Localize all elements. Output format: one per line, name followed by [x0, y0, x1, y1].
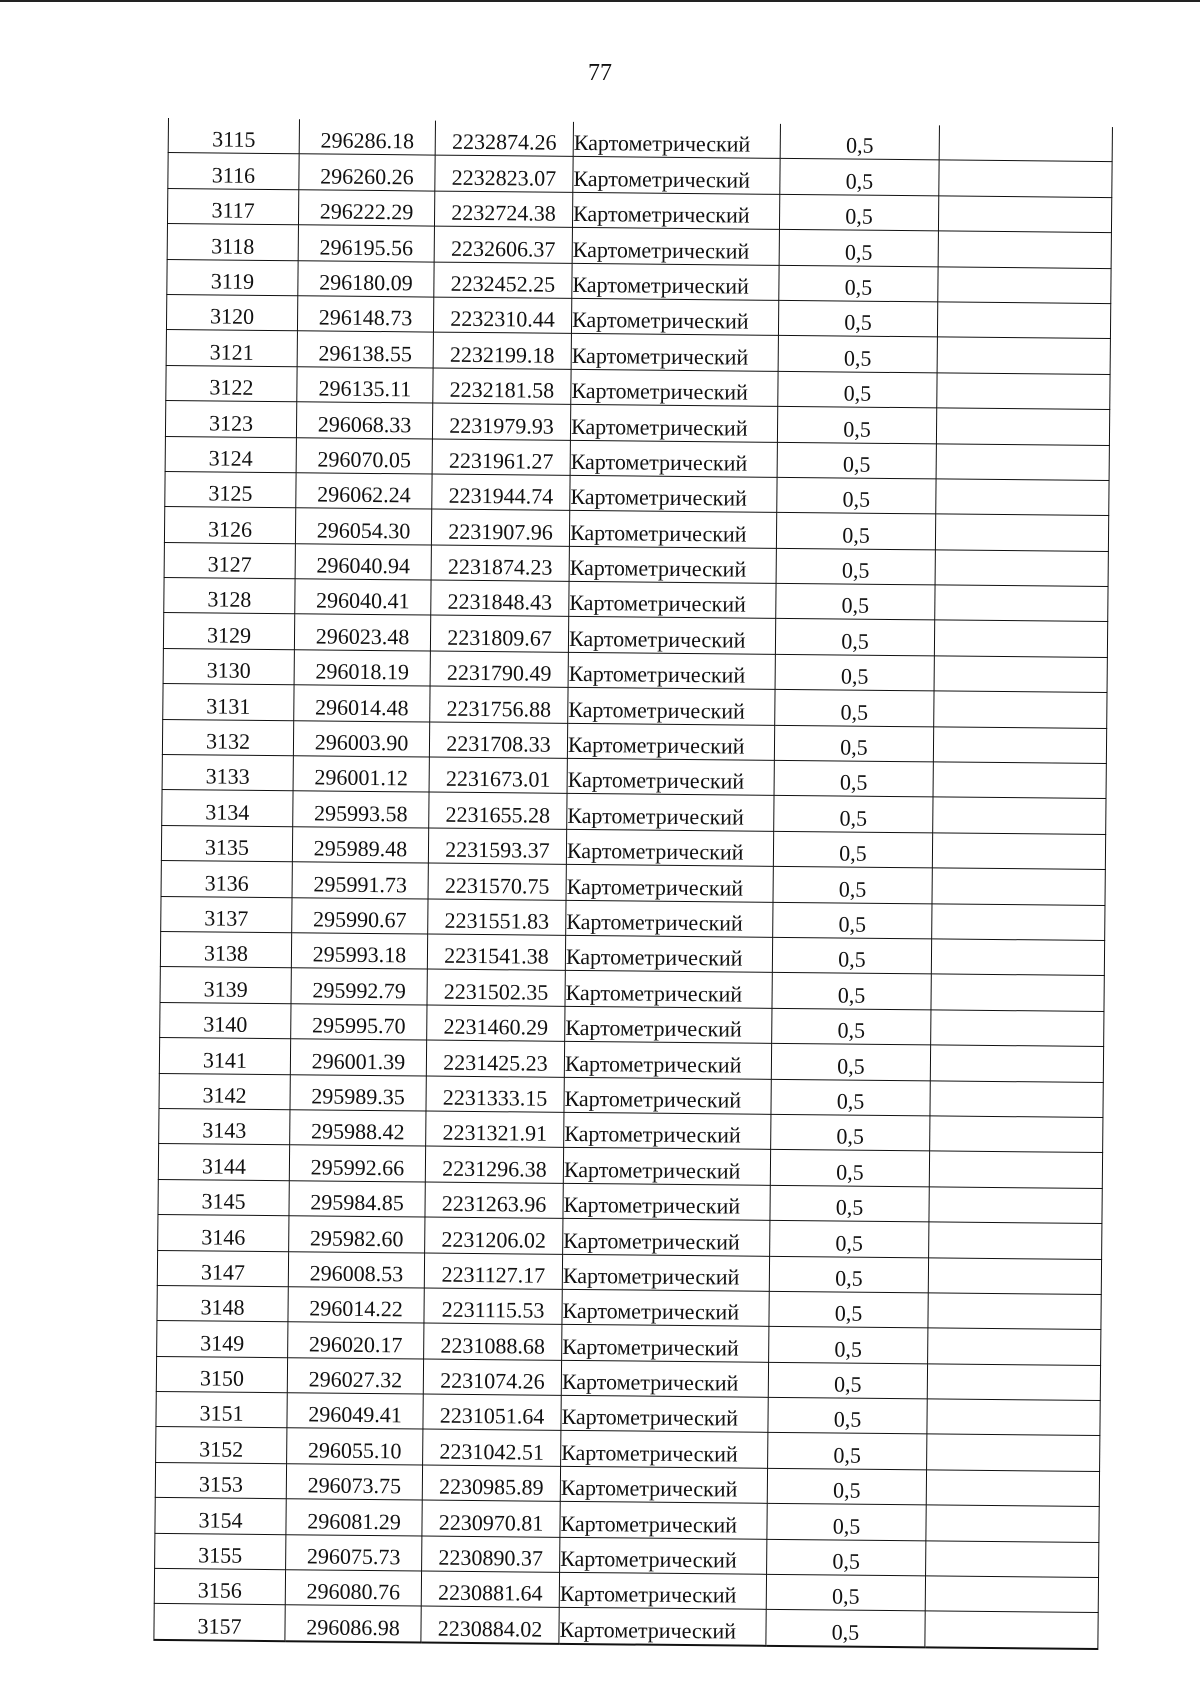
x-coordinate-cell: 295984.85	[289, 1180, 425, 1217]
notes-cell	[933, 727, 1106, 764]
accuracy-cell: 0,5	[767, 1468, 926, 1505]
accuracy-cell: 0,5	[772, 973, 931, 1010]
point-number-cell: 3127	[164, 542, 295, 579]
notes-cell	[929, 1222, 1102, 1259]
method-cell: Картометрический	[566, 900, 773, 937]
method-cell: Картометрический	[561, 1360, 768, 1397]
accuracy-cell: 0,5	[773, 831, 932, 868]
point-number-cell: 3147	[157, 1250, 288, 1287]
x-coordinate-cell: 296020.17	[288, 1322, 424, 1359]
x-coordinate-cell: 295988.42	[290, 1110, 426, 1147]
point-number-cell: 3124	[165, 436, 296, 473]
y-coordinate-cell: 2231074.26	[423, 1359, 561, 1396]
notes-cell	[933, 762, 1106, 799]
y-coordinate-cell: 2231541.38	[427, 934, 565, 971]
method-cell: Картометрический	[571, 298, 778, 335]
point-number-cell: 3146	[158, 1215, 289, 1252]
accuracy-cell: 0,5	[775, 654, 934, 691]
accuracy-cell: 0,5	[778, 371, 937, 408]
notes-cell	[928, 1293, 1101, 1330]
x-coordinate-cell: 296260.26	[299, 154, 435, 191]
x-coordinate-cell: 296075.73	[286, 1534, 422, 1571]
notes-cell	[930, 1080, 1103, 1117]
y-coordinate-cell: 2232452.25	[434, 262, 572, 299]
accuracy-cell: 0,5	[776, 548, 935, 585]
notes-cell	[938, 231, 1111, 268]
point-number-cell: 3140	[160, 1002, 291, 1039]
point-number-cell: 3156	[154, 1568, 285, 1605]
method-cell: Картометрический	[562, 1289, 769, 1326]
point-number-cell: 3136	[161, 861, 292, 898]
page-top-border	[0, 0, 1200, 2]
accuracy-cell: 0,5	[773, 902, 932, 939]
x-coordinate-cell: 296195.56	[298, 225, 434, 262]
point-number-cell: 3122	[166, 365, 297, 402]
x-coordinate-cell: 296081.29	[286, 1499, 422, 1536]
y-coordinate-cell: 2231708.33	[429, 722, 567, 759]
notes-cell	[929, 1151, 1102, 1188]
accuracy-cell: 0,5	[769, 1291, 928, 1328]
x-coordinate-cell: 296222.29	[298, 190, 434, 227]
x-coordinate-cell: 296135.11	[297, 366, 433, 403]
notes-cell	[938, 196, 1111, 233]
x-coordinate-cell: 296023.48	[294, 614, 430, 651]
method-cell: Картометрический	[573, 122, 780, 159]
method-cell: Картометрический	[570, 440, 777, 477]
notes-cell	[936, 443, 1109, 480]
point-number-cell: 3148	[157, 1285, 288, 1322]
accuracy-cell: 0,5	[766, 1574, 925, 1611]
accuracy-cell: 0,5	[770, 1185, 929, 1222]
notes-cell	[935, 550, 1108, 587]
accuracy-cell: 0,5	[779, 230, 938, 267]
method-cell: Картометрический	[566, 829, 773, 866]
point-number-cell: 3129	[163, 613, 294, 650]
x-coordinate-cell: 296070.05	[296, 437, 432, 474]
notes-cell	[936, 408, 1109, 445]
notes-cell	[926, 1470, 1099, 1507]
x-coordinate-cell: 296049.41	[287, 1393, 423, 1430]
notes-cell	[932, 868, 1105, 905]
x-coordinate-cell: 296027.32	[287, 1357, 423, 1394]
y-coordinate-cell: 2231206.02	[425, 1217, 563, 1254]
method-cell: Картометрический	[571, 334, 778, 371]
point-number-cell: 3151	[156, 1392, 287, 1429]
accuracy-cell: 0,5	[776, 513, 935, 550]
notes-cell	[925, 1576, 1098, 1613]
point-number-cell: 3126	[164, 507, 295, 544]
method-cell: Картометрический	[568, 652, 775, 689]
notes-cell	[930, 1045, 1103, 1082]
accuracy-cell: 0,5	[769, 1327, 928, 1364]
y-coordinate-cell: 2231051.64	[423, 1394, 561, 1431]
x-coordinate-cell: 296062.24	[296, 473, 432, 510]
point-number-cell: 3149	[157, 1321, 288, 1358]
method-cell: Картометрический	[560, 1466, 767, 1503]
y-coordinate-cell: 2232181.58	[433, 368, 571, 405]
notes-cell	[935, 514, 1108, 551]
y-coordinate-cell: 2231593.37	[428, 828, 566, 865]
method-cell: Картометрический	[572, 228, 779, 265]
y-coordinate-cell: 2231296.38	[425, 1146, 563, 1183]
method-cell: Картометрический	[564, 1077, 771, 1114]
x-coordinate-cell: 295993.58	[293, 791, 429, 828]
point-number-cell: 3137	[161, 896, 292, 933]
method-cell: Картометрический	[559, 1572, 766, 1609]
y-coordinate-cell: 2230970.81	[422, 1500, 560, 1537]
y-coordinate-cell: 2231944.74	[432, 474, 570, 511]
x-coordinate-cell: 296001.39	[290, 1039, 426, 1076]
point-number-cell: 3139	[160, 967, 291, 1004]
point-number-cell: 3132	[162, 719, 293, 756]
accuracy-cell: 0,5	[771, 1114, 930, 1151]
point-number-cell: 3117	[167, 188, 298, 225]
x-coordinate-cell: 296040.41	[295, 579, 431, 616]
method-cell: Картометрический	[562, 1325, 769, 1362]
notes-cell	[931, 939, 1104, 976]
accuracy-cell: 0,5	[768, 1362, 927, 1399]
method-cell: Картометрический	[573, 157, 780, 194]
point-number-cell: 3123	[165, 401, 296, 438]
method-cell: Картометрический	[569, 511, 776, 548]
point-number-cell: 3152	[156, 1427, 287, 1464]
x-coordinate-cell: 296001.12	[293, 756, 429, 793]
x-coordinate-cell: 296014.48	[294, 685, 430, 722]
accuracy-cell: 0,5	[766, 1610, 925, 1647]
y-coordinate-cell: 2230881.64	[421, 1571, 559, 1608]
y-coordinate-cell: 2231127.17	[424, 1253, 562, 1290]
y-coordinate-cell: 2231460.29	[427, 1005, 565, 1042]
x-coordinate-cell: 296040.94	[295, 543, 431, 580]
y-coordinate-cell: 2231809.67	[430, 616, 568, 653]
accuracy-cell: 0,5	[777, 406, 936, 443]
notes-cell	[927, 1399, 1100, 1436]
notes-cell	[930, 1116, 1103, 1153]
point-number-cell: 3118	[167, 224, 298, 261]
y-coordinate-cell: 2231848.43	[431, 580, 569, 617]
document-sheet	[153, 118, 1112, 1650]
x-coordinate-cell: 296286.18	[299, 119, 435, 155]
method-cell: Картометрический	[565, 971, 772, 1008]
method-cell: Картометрический	[571, 369, 778, 406]
method-cell: Картометрический	[563, 1148, 770, 1185]
x-coordinate-cell: 295995.70	[291, 1003, 427, 1040]
notes-cell	[931, 974, 1104, 1011]
x-coordinate-cell: 295992.79	[291, 968, 427, 1005]
method-cell: Картометрический	[564, 1112, 771, 1149]
method-cell: Картометрический	[561, 1395, 768, 1432]
y-coordinate-cell: 2231088.68	[424, 1323, 562, 1360]
x-coordinate-cell: 296014.22	[288, 1287, 424, 1324]
notes-cell	[937, 373, 1110, 410]
accuracy-cell: 0,5	[772, 1008, 931, 1045]
y-coordinate-cell: 2231551.83	[428, 899, 566, 936]
x-coordinate-cell: 296054.30	[295, 508, 431, 545]
x-coordinate-cell: 296003.90	[293, 720, 429, 757]
x-coordinate-cell: 295989.35	[290, 1074, 426, 1111]
method-cell: Картометрический	[563, 1218, 770, 1255]
notes-cell	[939, 125, 1112, 162]
accuracy-cell: 0,5	[768, 1397, 927, 1434]
method-cell: Картометрический	[561, 1431, 768, 1468]
x-coordinate-cell: 296148.73	[297, 296, 433, 333]
method-cell: Картометрический	[567, 758, 774, 795]
point-number-cell: 3154	[155, 1498, 286, 1535]
y-coordinate-cell: 2231502.35	[427, 969, 565, 1006]
notes-cell	[928, 1257, 1101, 1294]
accuracy-cell: 0,5	[780, 159, 939, 196]
accuracy-cell: 0,5	[770, 1220, 929, 1257]
y-coordinate-cell: 2231790.49	[430, 651, 568, 688]
notes-cell	[934, 656, 1107, 693]
y-coordinate-cell: 2232874.26	[435, 121, 573, 157]
y-coordinate-cell: 2231655.28	[429, 792, 567, 829]
accuracy-cell: 0,5	[775, 619, 934, 656]
point-number-cell: 3128	[164, 578, 295, 615]
point-number-cell: 3120	[166, 294, 297, 331]
point-number-cell: 3150	[156, 1356, 287, 1393]
point-number-cell: 3119	[167, 259, 298, 296]
y-coordinate-cell: 2231115.53	[424, 1288, 562, 1325]
y-coordinate-cell: 2231042.51	[423, 1429, 561, 1466]
accuracy-cell: 0,5	[775, 690, 934, 727]
y-coordinate-cell: 2232724.38	[434, 191, 572, 228]
point-number-cell: 3143	[159, 1108, 290, 1145]
y-coordinate-cell: 2231907.96	[431, 509, 569, 546]
y-coordinate-cell: 2231673.01	[429, 757, 567, 794]
accuracy-cell: 0,5	[772, 937, 931, 974]
notes-cell	[935, 585, 1108, 622]
method-cell: Картометрический	[565, 935, 772, 972]
accuracy-cell: 0,5	[778, 300, 937, 337]
method-cell: Картометрический	[567, 794, 774, 831]
page-number: 77	[588, 60, 612, 86]
method-cell: Картометрический	[559, 1608, 766, 1646]
method-cell: Картометрический	[570, 475, 777, 512]
point-number-cell: 3121	[166, 330, 297, 367]
point-number-cell: 3130	[163, 648, 294, 685]
accuracy-cell: 0,5	[768, 1433, 927, 1470]
point-number-cell: 3125	[165, 471, 296, 508]
notes-cell	[932, 833, 1105, 870]
accuracy-cell: 0,5	[777, 442, 936, 479]
accuracy-cell: 0,5	[776, 583, 935, 620]
notes-cell	[926, 1540, 1099, 1577]
method-cell: Картометрический	[560, 1537, 767, 1574]
x-coordinate-cell: 296073.75	[286, 1464, 422, 1501]
x-coordinate-cell: 296180.09	[298, 260, 434, 297]
y-coordinate-cell: 2231321.91	[426, 1111, 564, 1148]
point-number-cell: 3131	[163, 684, 294, 721]
point-number-cell: 3142	[159, 1073, 290, 1110]
point-number-cell: 3138	[160, 931, 291, 968]
accuracy-cell: 0,5	[774, 796, 933, 833]
point-number-cell: 3135	[161, 825, 292, 862]
accuracy-cell: 0,5	[778, 336, 937, 373]
accuracy-cell: 0,5	[779, 194, 938, 231]
point-number-cell: 3155	[155, 1533, 286, 1570]
notes-cell	[934, 620, 1107, 657]
y-coordinate-cell: 2232310.44	[433, 297, 571, 334]
accuracy-cell: 0,5	[771, 1079, 930, 1116]
method-cell: Картометрический	[560, 1502, 767, 1539]
notes-cell	[928, 1328, 1101, 1365]
method-cell: Картометрический	[566, 865, 773, 902]
notes-cell	[932, 903, 1105, 940]
notes-cell	[933, 797, 1106, 834]
accuracy-cell: 0,5	[767, 1539, 926, 1576]
notes-cell	[937, 337, 1110, 374]
y-coordinate-cell: 2230890.37	[422, 1536, 560, 1573]
x-coordinate-cell: 296138.55	[297, 331, 433, 368]
notes-cell	[938, 266, 1111, 303]
accuracy-cell: 0,5	[774, 725, 933, 762]
y-coordinate-cell: 2231961.27	[432, 439, 570, 476]
y-coordinate-cell: 2232823.07	[435, 155, 573, 192]
table-row	[154, 1604, 1098, 1649]
y-coordinate-cell: 2231979.93	[432, 403, 570, 440]
accuracy-cell: 0,5	[770, 1150, 929, 1187]
x-coordinate-cell: 296008.53	[288, 1251, 424, 1288]
accuracy-cell: 0,5	[767, 1504, 926, 1541]
y-coordinate-cell: 2230884.02	[421, 1606, 559, 1643]
x-coordinate-cell: 296018.19	[294, 650, 430, 687]
x-coordinate-cell: 296080.76	[285, 1570, 421, 1607]
notes-cell	[934, 691, 1107, 728]
coordinates-table-body	[154, 118, 1113, 1649]
y-coordinate-cell: 2231756.88	[430, 686, 568, 723]
x-coordinate-cell: 296055.10	[287, 1428, 423, 1465]
method-cell: Картометрический	[570, 405, 777, 442]
accuracy-cell: 0,5	[769, 1256, 928, 1293]
x-coordinate-cell: 295982.60	[289, 1216, 425, 1253]
point-number-cell: 3116	[168, 153, 299, 190]
notes-cell	[925, 1611, 1098, 1649]
notes-cell	[927, 1364, 1100, 1401]
accuracy-cell: 0,5	[771, 1043, 930, 1080]
x-coordinate-cell: 295992.66	[289, 1145, 425, 1182]
notes-cell	[939, 160, 1112, 197]
accuracy-cell: 0,5	[774, 760, 933, 797]
method-cell: Картометрический	[565, 1006, 772, 1043]
notes-cell	[929, 1187, 1102, 1224]
y-coordinate-cell: 2232606.37	[434, 226, 572, 263]
point-number-cell: 3141	[159, 1038, 290, 1075]
x-coordinate-cell: 295993.18	[291, 933, 427, 970]
method-cell: Картометрический	[563, 1183, 770, 1220]
y-coordinate-cell: 2231425.23	[426, 1040, 564, 1077]
point-number-cell: 3157	[154, 1604, 285, 1641]
y-coordinate-cell: 2231874.23	[431, 545, 569, 582]
notes-cell	[926, 1505, 1099, 1542]
method-cell: Картометрический	[569, 546, 776, 583]
x-coordinate-cell: 296068.33	[296, 402, 432, 439]
point-number-cell: 3133	[162, 755, 293, 792]
method-cell: Картометрический	[568, 688, 775, 725]
x-coordinate-cell: 295989.48	[292, 827, 428, 864]
x-coordinate-cell: 295990.67	[292, 897, 428, 934]
y-coordinate-cell: 2231570.75	[428, 863, 566, 900]
method-cell: Картометрический	[572, 192, 779, 229]
method-cell: Картометрический	[567, 723, 774, 760]
y-coordinate-cell: 2230985.89	[422, 1465, 560, 1502]
point-number-cell: 3134	[162, 790, 293, 827]
notes-cell	[937, 302, 1110, 339]
accuracy-cell: 0,5	[777, 477, 936, 514]
notes-cell	[931, 1010, 1104, 1047]
accuracy-cell: 0,5	[773, 867, 932, 904]
point-number-cell: 3153	[155, 1462, 286, 1499]
point-number-cell: 3145	[158, 1179, 289, 1216]
x-coordinate-cell: 295991.73	[292, 862, 428, 899]
x-coordinate-cell: 296086.98	[285, 1605, 421, 1642]
method-cell: Картометрический	[572, 263, 779, 300]
method-cell: Картометрический	[562, 1254, 769, 1291]
notes-cell	[936, 479, 1109, 516]
coordinates-table	[153, 118, 1113, 1650]
y-coordinate-cell: 2231333.15	[426, 1076, 564, 1113]
notes-cell	[927, 1434, 1100, 1471]
method-cell: Картометрический	[569, 581, 776, 618]
accuracy-cell: 0,5	[780, 124, 939, 160]
y-coordinate-cell: 2231263.96	[425, 1182, 563, 1219]
accuracy-cell: 0,5	[779, 265, 938, 302]
y-coordinate-cell: 2232199.18	[433, 332, 571, 369]
point-number-cell: 3144	[158, 1144, 289, 1181]
method-cell: Картометрический	[568, 617, 775, 654]
method-cell: Картометрический	[564, 1042, 771, 1079]
point-number-cell: 3115	[168, 118, 299, 154]
